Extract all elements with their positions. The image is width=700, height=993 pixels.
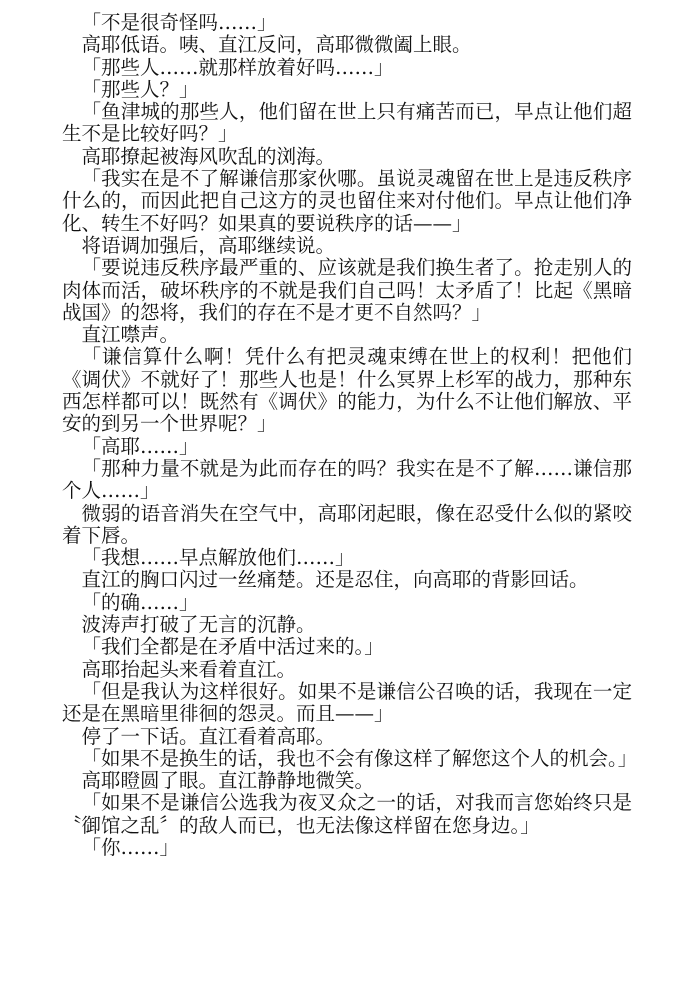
paragraph: 「鱼津城的那些人，他们留在世上只有痛苦而已，早点让他们超生不是比较好吗？」 [62, 100, 632, 146]
paragraph: 微弱的语音消失在空气中，高耶闭起眼，像在忍受什么似的紧咬着下唇。 [62, 501, 632, 547]
paragraph: 「要说违反秩序最严重的、应该就是我们换生者了。抢走别人的肉体而活，破坏秩序的不就是我们自己吗！太矛盾了！比起《黑暗战国》的怨将，我们的存在不是才更不自然吗？」 [62, 256, 632, 324]
paragraph: 高耶抬起头来看着直江。 [81, 657, 297, 681]
paragraph: 「如果不是换生的话，我也不会有像这样了解您这个人的机会。」 [81, 746, 638, 770]
paragraph: 「我实在是不了解谦信那家伙哪。虽说灵魂留在世上是违反秩序什么的，而因此把自己这方的灵也留住来对付他们。早点让他们净化、转生不好吗？如果真的要说秩序的话——」 [62, 167, 632, 235]
paragraph: 「你……」 [81, 835, 180, 859]
paragraph: 「谦信算什么啊！凭什么有把灵魂束缚在世上的权利！把他们《调伏》不就好了！那些人也是！什么冥界上杉军的战力，那种东西怎样都可以！既然有《调伏》的能力，为什么不让他们解放、平安的到另一个世界呢？」 [62, 345, 632, 436]
paragraph: 「那些人？」 [81, 77, 199, 101]
paragraph: 「那些人……就那样放着好吗……」 [81, 55, 394, 79]
paragraph: 将语调加强后，高耶继续说。 [81, 233, 336, 257]
paragraph: 「那种力量不就是为此而存在的吗？我实在是不了解……谦信那个人……」 [62, 456, 632, 503]
paragraph: 「我们全都是在矛盾中活过来的。」 [81, 635, 384, 659]
paragraph: 直江的胸口闪过一丝痛楚。还是忍住，向高耶的背影回话。 [81, 568, 589, 592]
paragraph: 波涛声打破了无言的沉静。 [81, 613, 316, 637]
paragraph: 「的确……」 [81, 590, 199, 614]
paragraph: 「高耶……」 [81, 434, 199, 458]
paragraph: 高耶瞪圆了眼。直江静静地微笑。 [81, 769, 375, 793]
paragraph: 停了一下话。直江看着高耶。 [81, 724, 336, 748]
paragraph: 「不是很奇怪吗……」 [81, 11, 277, 34]
paragraph: 高耶撩起被海风吹乱的浏海。 [81, 144, 336, 168]
paragraph: 直江噤声。 [81, 323, 180, 347]
paragraph: 「如果不是谦信公选我为夜叉众之一的话，对我而言您始终只是〝御馆之乱〞的敌人而已，也无法像这样留在您身边。」 [62, 791, 632, 837]
paragraph: 「我想……早点解放他们……」 [81, 546, 355, 570]
paragraph: 「但是我认为这样很好。如果不是谦信公召唤的话，我现在一定还是在黑暗里徘徊的怨灵。而且——」 [62, 679, 632, 726]
novel-page [62, 11, 638, 859]
paragraph: 高耶低语。咦、直江反问，高耶微微阖上眼。 [81, 33, 472, 57]
